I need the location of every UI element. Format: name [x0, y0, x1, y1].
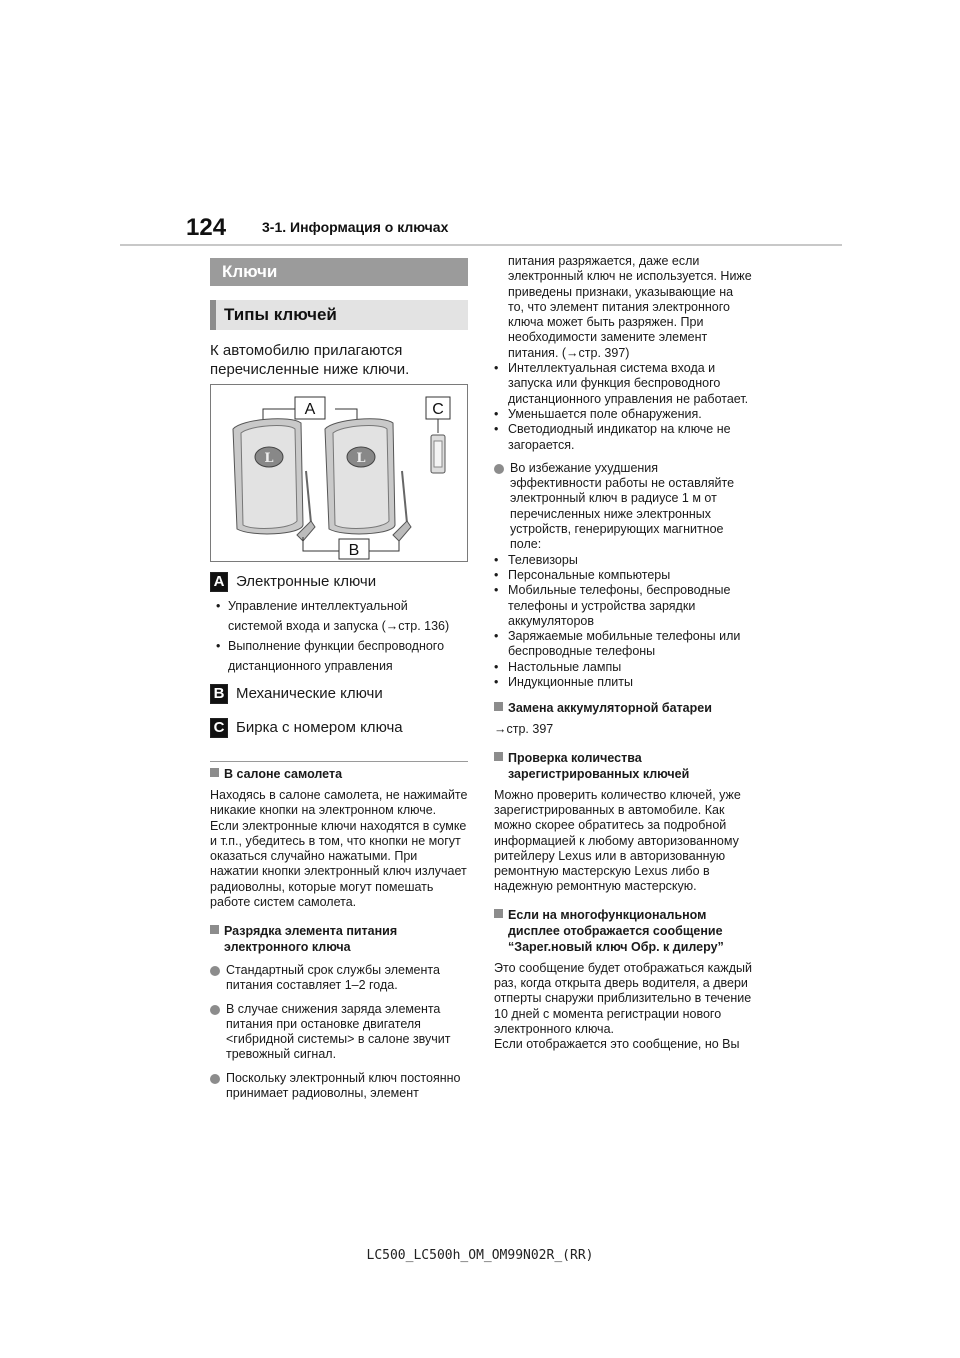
list-item: • Телевизоры [494, 552, 578, 567]
electronic-key-1 [233, 419, 315, 541]
legend-a-bullets [216, 596, 472, 676]
airplane-text: Находясь в салоне самолета, не нажимайте никакие кнопки на электронном ключе. Если электронные ключи находятся в сумке и т.п., убедитесь в том, что кнопки не могут оказаться случайно нажатыми. При нажатии кнопки электронный ключ излучает радиоволны, которые могут помешать работе систем самолета. [210, 788, 468, 910]
keys-band [210, 258, 468, 286]
keys-illustration [210, 384, 468, 562]
figure-label-c: C [432, 401, 444, 418]
page-number: 124 [186, 214, 227, 241]
header-rule [120, 244, 842, 246]
list-item: системой входа и запуска (→стр. 136) [228, 619, 450, 633]
legend-b [210, 684, 383, 704]
list-item: • Персональные компьютеры [494, 567, 671, 582]
section-title: 3-1. Информация о ключах [262, 219, 449, 235]
list-item: • Настольные лампы [494, 659, 622, 674]
battery-section [210, 923, 468, 1101]
battery-title-line2: электронного ключа [224, 940, 351, 954]
list-item: • Индукционные плиты [494, 675, 633, 690]
signs-list [494, 361, 752, 453]
airplane-title: В салоне самолета [210, 766, 468, 782]
figure-label-a: A [304, 401, 316, 418]
list-item: • Заряжаемые мобильные телефоны или беспроводные телефоны [494, 629, 741, 659]
key-types-title: Типы ключей [224, 305, 337, 324]
battery-title: Разрядка элемента питания [210, 923, 468, 939]
legend-a-letter: A [210, 572, 228, 592]
list-item: • Интеллектуальная система входа и запуска или функция беспроводного дистанционного управления не работает. [494, 361, 749, 406]
circle-bullet-icon [210, 1074, 220, 1084]
list-item: • Мобильные телефоны, беспроводные телефоны и устройства зарядки аккумуляторов [494, 583, 731, 628]
count-title-line2: зарегистрированных ключей [508, 766, 690, 781]
circle-bullet-icon [210, 1005, 220, 1015]
display-title: Если на многофункциональном [494, 907, 752, 923]
count-title: Проверка количества [494, 750, 752, 766]
legend-c-text: Бирка с номером ключа [236, 719, 403, 736]
key-number-tag [431, 435, 445, 473]
circle-bullet-icon [494, 464, 504, 474]
list-item: • Уменьшается поле обнаружения. [494, 406, 702, 421]
list-item: Поскольку электронный ключ постоянно принимает радиоволны, элемент [210, 1071, 468, 1102]
legend-b-text: Механические ключи [236, 685, 383, 702]
airplane-section [210, 766, 468, 910]
replace-ref: →стр. 397 [494, 722, 554, 737]
legend-a-text: Электронные ключи [236, 573, 377, 590]
display-text: Это сообщение будет отображаться каждый раз, когда открыта дверь водителя, а двери отперты снаружи приблизительно в течение 10 дней с момента регистрации нового электронного ключа. [494, 960, 752, 1036]
list-item: • Управление интеллектуальной [216, 599, 408, 613]
list-item: В случае снижения заряда элемента питания при остановке двигателя <гибридной системы> в салоне звучит тревожный сигнал. [210, 1002, 468, 1063]
svg-text:L: L [264, 451, 274, 466]
figure-label-b: B [348, 542, 360, 559]
display-title-line3: “Зарег.новый ключ Обр. к дилеру” [508, 939, 724, 954]
list-item: Во избежание ухудшения эффективности работы не оставляйте электронный ключ в радиусе 1 м от перечисленных ниже электронных устройств, генерирующих магнитное поле: [494, 461, 752, 553]
svg-text:L: L [356, 451, 366, 466]
legend-c [210, 718, 403, 738]
square-bullet-icon [494, 702, 503, 711]
keys-drawing [211, 385, 467, 561]
replace-title: Замена аккумуляторной батареи [494, 700, 752, 716]
keys-band-title: Ключи [222, 262, 278, 281]
square-bullet-icon [210, 925, 219, 934]
list-item: Стандартный срок службы элемента питания составляет 1–2 года. [210, 963, 468, 994]
square-bullet-icon [494, 752, 503, 761]
key-types-band [210, 300, 468, 330]
legend-b-letter: B [210, 684, 228, 704]
list-item: дистанционного управления [228, 659, 393, 673]
count-text: Можно проверить количество ключей, уже зарегистрированных в автомобиле. Как можно скорее обратитесь за подробной информацией к любому авторизованному ритейлеру Lexus или в авторизованную ремонтную мастерскую Lexus либо в надежную ремонтную мастерскую. [494, 787, 741, 894]
battery-cont-text: питания разряжается, даже если электронный ключ не используется. Ниже приведены признаки, указывающие на то, что элемент питания электронного ключа может быть разряжен. При необходимости замените элемент питания. (→стр. 397) [508, 254, 752, 360]
list-item: • Светодиодный индикатор на ключе не загорается. [494, 422, 731, 452]
intro-text: К автомобилю прилагаются перечисленные ниже ключи. [210, 342, 410, 378]
right-column [494, 254, 752, 1052]
legend-c-letter: C [210, 718, 228, 738]
section-divider [210, 761, 468, 762]
list-item: • Выполнение функции беспроводного [216, 639, 445, 653]
circle-bullet-icon [210, 966, 220, 976]
square-bullet-icon [210, 768, 219, 777]
band-accent [210, 300, 216, 330]
footer-code: LC500_LC500h_OM_OM99N02R_(RR) [366, 1248, 594, 1263]
electronic-key-2 [325, 419, 411, 541]
display-text-2: Если отображается это сообщение, но Вы [494, 1037, 740, 1052]
legend-a [210, 572, 376, 592]
display-title-line2: дисплее отображается сообщение [508, 923, 723, 938]
square-bullet-icon [494, 909, 503, 918]
devices-list [494, 553, 752, 691]
